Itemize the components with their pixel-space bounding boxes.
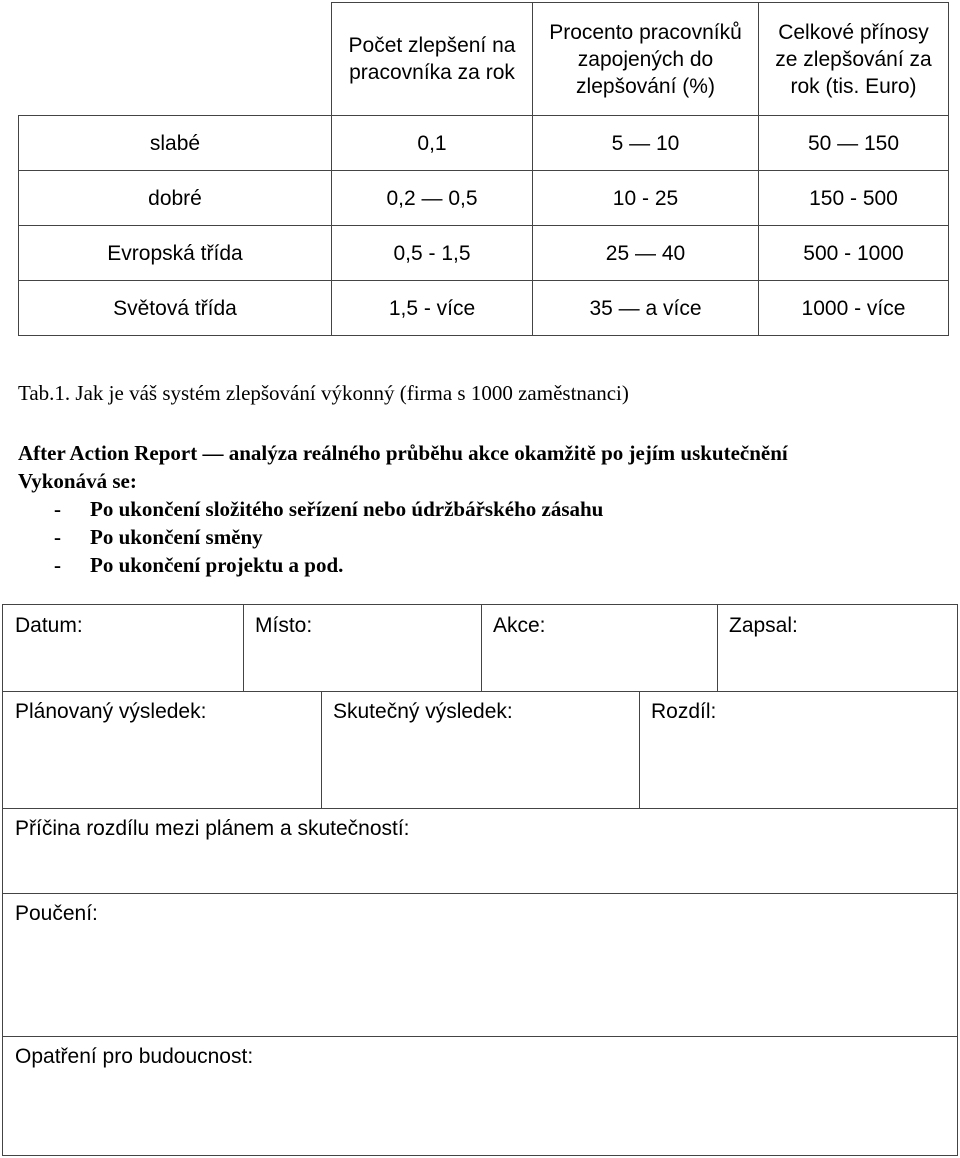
aar-subtitle: Vykonává se: xyxy=(18,469,137,493)
recorded-by-label: Zapsal: xyxy=(729,614,798,637)
list-item xyxy=(18,551,788,579)
actual-result-label: Skutečný výsledek: xyxy=(333,700,513,723)
form-divider xyxy=(243,605,244,691)
row-level: Světová třída xyxy=(19,281,332,336)
header-percent: Procento pracovníků zapojených do zlepšování (%) xyxy=(533,3,759,116)
lesson-label: Poučení: xyxy=(15,902,98,925)
list-item-text: Po ukončení složitého seřízení nebo údržbářského zásahu xyxy=(90,497,604,521)
row-percent: 10 - 25 xyxy=(533,171,759,226)
place-field[interactable] xyxy=(243,605,481,691)
list-dash: - xyxy=(54,497,61,521)
row-percent: 5 — 10 xyxy=(533,116,759,171)
row-benefit: 500 - 1000 xyxy=(759,226,949,281)
row-count: 0,2 — 0,5 xyxy=(332,171,533,226)
table-row xyxy=(19,281,949,336)
list-dash: - xyxy=(54,525,61,549)
planned-result-label: Plánovaný výsledek: xyxy=(15,700,207,723)
table-row xyxy=(19,116,949,171)
action-label: Akce: xyxy=(493,614,546,637)
difference-label: Rozdíl: xyxy=(651,700,717,723)
row-count: 0,5 - 1,5 xyxy=(332,226,533,281)
list-item-text: Po ukončení směny xyxy=(90,525,263,549)
recorded-by-field[interactable] xyxy=(717,605,957,691)
list-item xyxy=(18,523,788,551)
table-corner-cell xyxy=(19,3,332,116)
table-header-row xyxy=(19,3,949,116)
row-level: dobré xyxy=(19,171,332,226)
measures-field[interactable] xyxy=(3,1036,957,1155)
aar-section xyxy=(18,439,788,579)
row-benefit: 150 - 500 xyxy=(759,171,949,226)
row-benefit: 50 — 150 xyxy=(759,116,949,171)
cause-field[interactable] xyxy=(3,808,957,893)
list-item-text: Po ukončení projektu a pod. xyxy=(90,553,344,577)
actual-result-field[interactable] xyxy=(321,691,639,808)
row-benefit: 1000 - více xyxy=(759,281,949,336)
row-count: 0,1 xyxy=(332,116,533,171)
form-divider xyxy=(321,691,322,808)
table-row xyxy=(19,226,949,281)
planned-result-field[interactable] xyxy=(3,691,321,808)
table-row xyxy=(19,171,949,226)
row-level: Evropská třída xyxy=(19,226,332,281)
aar-title: After Action Report — analýza reálného průběhu akce okamžitě po jejím uskutečnění xyxy=(18,441,788,465)
form-divider xyxy=(639,691,640,808)
measures-label: Opatření pro budoucnost: xyxy=(15,1045,254,1068)
table-caption: Tab.1. Jak je váš systém zlepšování výkonný (firma s 1000 zaměstnanci) xyxy=(18,381,629,405)
lesson-field[interactable] xyxy=(3,893,957,1036)
row-percent: 35 — a více xyxy=(533,281,759,336)
aar-form xyxy=(2,604,958,1156)
row-count: 1,5 - více xyxy=(332,281,533,336)
place-label: Místo: xyxy=(255,614,313,637)
date-label: Datum: xyxy=(15,614,83,637)
list-dash: - xyxy=(54,553,61,577)
difference-field[interactable] xyxy=(639,691,957,808)
date-field[interactable] xyxy=(3,605,243,691)
row-percent: 25 — 40 xyxy=(533,226,759,281)
list-item xyxy=(18,495,788,523)
row-level: slabé xyxy=(19,116,332,171)
form-divider xyxy=(717,605,718,691)
cause-label: Příčina rozdílu mezi plánem a skutečností: xyxy=(15,817,410,840)
performance-table xyxy=(18,2,949,336)
action-field[interactable] xyxy=(481,605,717,691)
header-count: Počet zlepšení na pracovníka za rok xyxy=(332,3,533,116)
header-benefit: Celkové přínosy ze zlepšování za rok (tis. Euro) xyxy=(759,3,949,116)
form-divider xyxy=(481,605,482,691)
